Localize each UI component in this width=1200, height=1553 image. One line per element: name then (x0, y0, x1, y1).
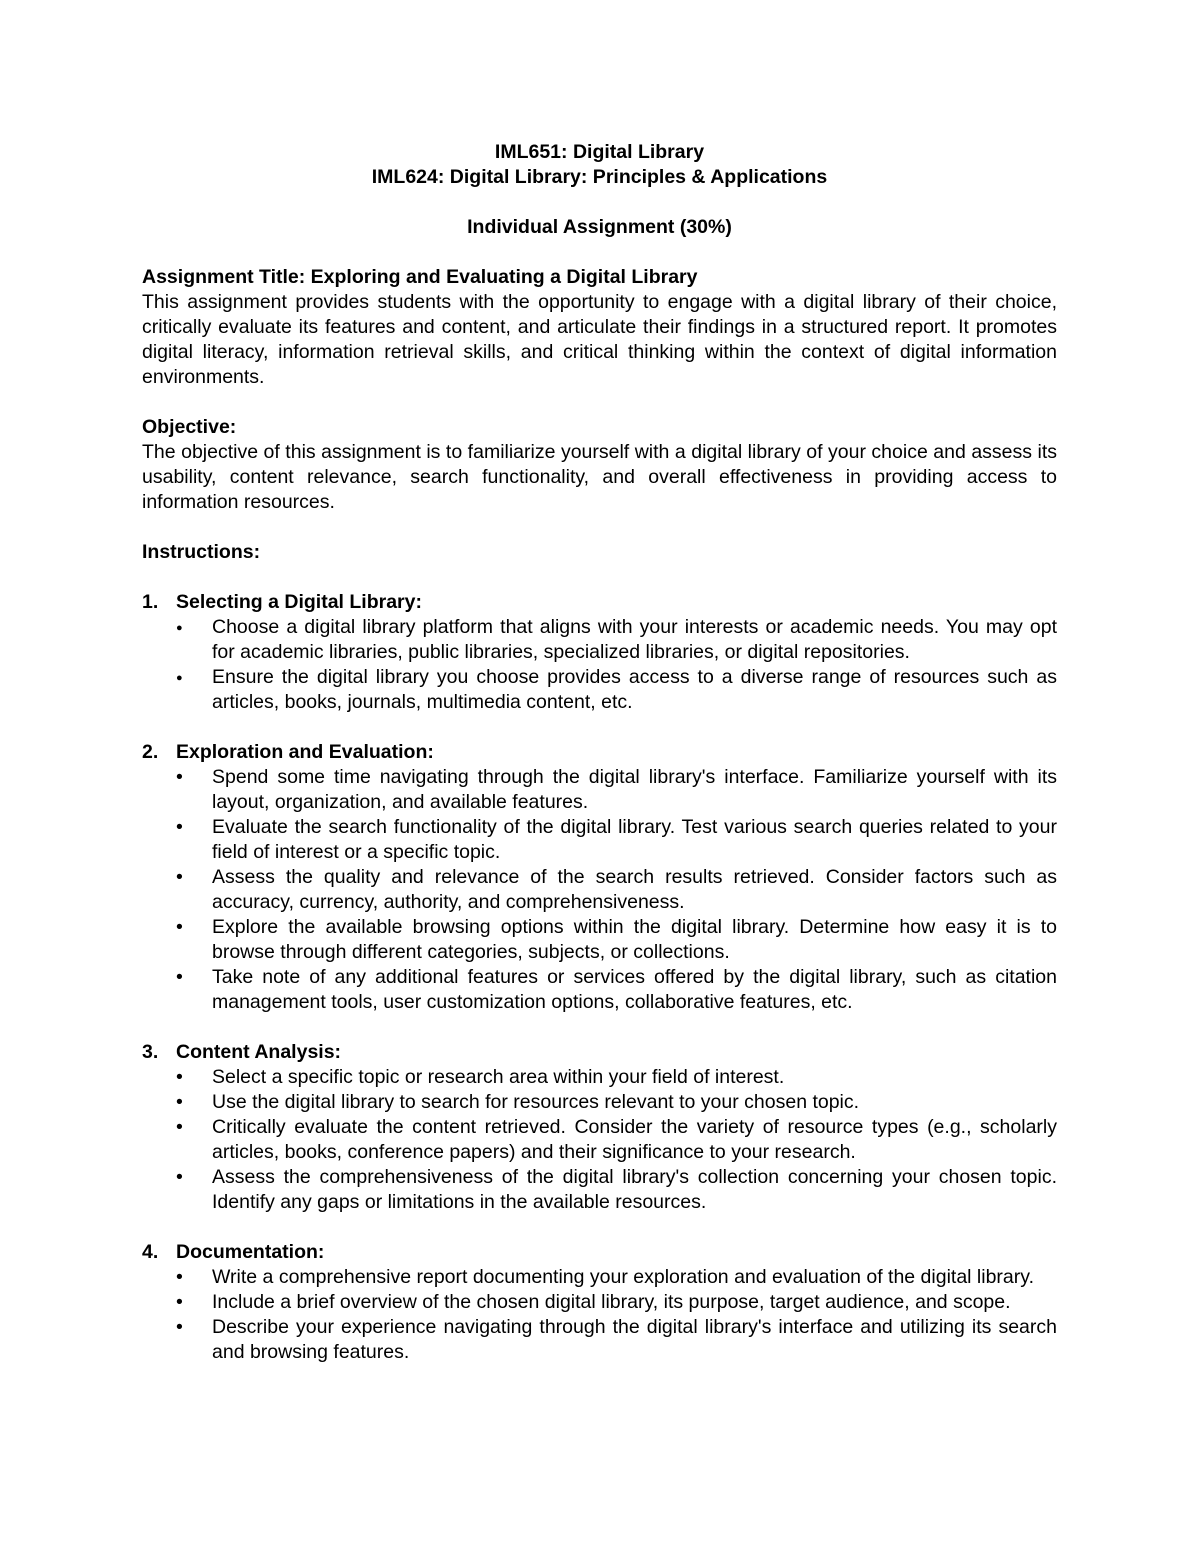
section-3-heading (142, 1040, 1057, 1065)
objective-heading: Objective: (142, 416, 237, 438)
course-title-2: IML624: Digital Library: Principles & Applications (371, 166, 828, 188)
objective-paragraph: The objective of this assignment is to familiarize yourself with a digital library of your choice and assess its usability, content relevance, search functionality, and overall effectiveness in providing access to information resources. (142, 441, 1057, 513)
list-item: • Describe your experience navigating through the digital library's interface and utilizing its search and browsing features. (176, 1315, 1057, 1365)
section-label: Documentation: (176, 1241, 325, 1263)
section-number: 4. (142, 1241, 159, 1263)
bullet-icon (176, 1290, 212, 1315)
section-4-list (142, 1265, 1057, 1365)
assignment-title: Individual Assignment (30%) (467, 216, 732, 238)
bullet-icon (176, 765, 212, 815)
bullet-icon (176, 1065, 212, 1090)
bullet-icon (176, 1115, 212, 1165)
bullet-icon (176, 1265, 212, 1290)
list-item: • Spend some time navigating through the digital library's interface. Familiarize yourself with its layout, organization, and available features. (176, 765, 1057, 815)
list-item: • Select a specific topic or research area within your field of interest. (176, 1065, 1057, 1090)
list-item: • Write a comprehensive report documenting your exploration and evaluation of the digital library. (176, 1265, 1057, 1290)
bullet-icon (176, 1090, 212, 1115)
section-1-list (142, 615, 1057, 715)
section-1-heading (142, 590, 1057, 615)
section-4-heading (142, 1240, 1057, 1265)
instructions-heading: Instructions: (142, 541, 261, 563)
list-item: ● Choose a digital library platform that aligns with your interests or academic needs. You may opt for academic libraries, public libraries, specialized libraries, or digital repositories. (176, 615, 1057, 665)
section-3-list (142, 1065, 1057, 1215)
list-item: • Use the digital library to search for resources relevant to your chosen topic. (176, 1090, 1057, 1115)
section-number: 2. (142, 741, 159, 763)
list-item: • Evaluate the search functionality of the digital library. Test various search queries related to your field of interest or a specific topic. (176, 815, 1057, 865)
bullet-icon (176, 815, 212, 865)
intro-heading: Assignment Title: Exploring and Evaluating a Digital Library (142, 266, 698, 288)
section-number: 3. (142, 1041, 159, 1063)
section-label: Exploration and Evaluation: (176, 741, 434, 763)
list-item: ● Ensure the digital library you choose provides access to a diverse range of resources such as articles, books, journals, multimedia content, etc. (176, 665, 1057, 715)
list-item: • Take note of any additional features or services offered by the digital library, such as citation management tools, user customization options, collaborative features, etc. (176, 965, 1057, 1015)
section-label: Content Analysis: (176, 1041, 342, 1063)
list-item: • Assess the comprehensiveness of the digital library's collection concerning your chosen topic. Identify any gaps or limitations in the available resources. (176, 1165, 1057, 1215)
list-item: • Assess the quality and relevance of the search results retrieved. Consider factors such as accuracy, currency, authority, and comprehensiveness. (176, 865, 1057, 915)
bullet-icon (176, 915, 212, 965)
intro-paragraph: This assignment provides students with the opportunity to engage with a digital library of their choice, critically evaluate its features and content, and articulate their findings in a structured report. It promotes digital literacy, information retrieval skills, and critical thinking within the context of digital information environments. (142, 291, 1057, 388)
document-page (142, 140, 1057, 1365)
bullet-icon (176, 865, 212, 915)
section-number: 1. (142, 591, 159, 613)
list-item: • Critically evaluate the content retrieved. Consider the variety of resource types (e.g., scholarly articles, books, conference papers) and their significance to your research. (176, 1115, 1057, 1165)
section-label: Selecting a Digital Library: (176, 591, 422, 613)
list-item: • Include a brief overview of the chosen digital library, its purpose, target audience, and scope. (176, 1290, 1057, 1315)
bullet-icon (176, 965, 212, 1015)
bullet-icon (176, 1315, 212, 1365)
section-2-list (142, 765, 1057, 1015)
section-2-heading (142, 740, 1057, 765)
bullet-icon (176, 665, 212, 715)
bullet-icon (176, 1165, 212, 1215)
course-title-1: IML651: Digital Library (494, 141, 705, 163)
list-item: • Explore the available browsing options within the digital library. Determine how easy it is to browse through different categories, subjects, or collections. (176, 915, 1057, 965)
bullet-icon (176, 615, 212, 665)
